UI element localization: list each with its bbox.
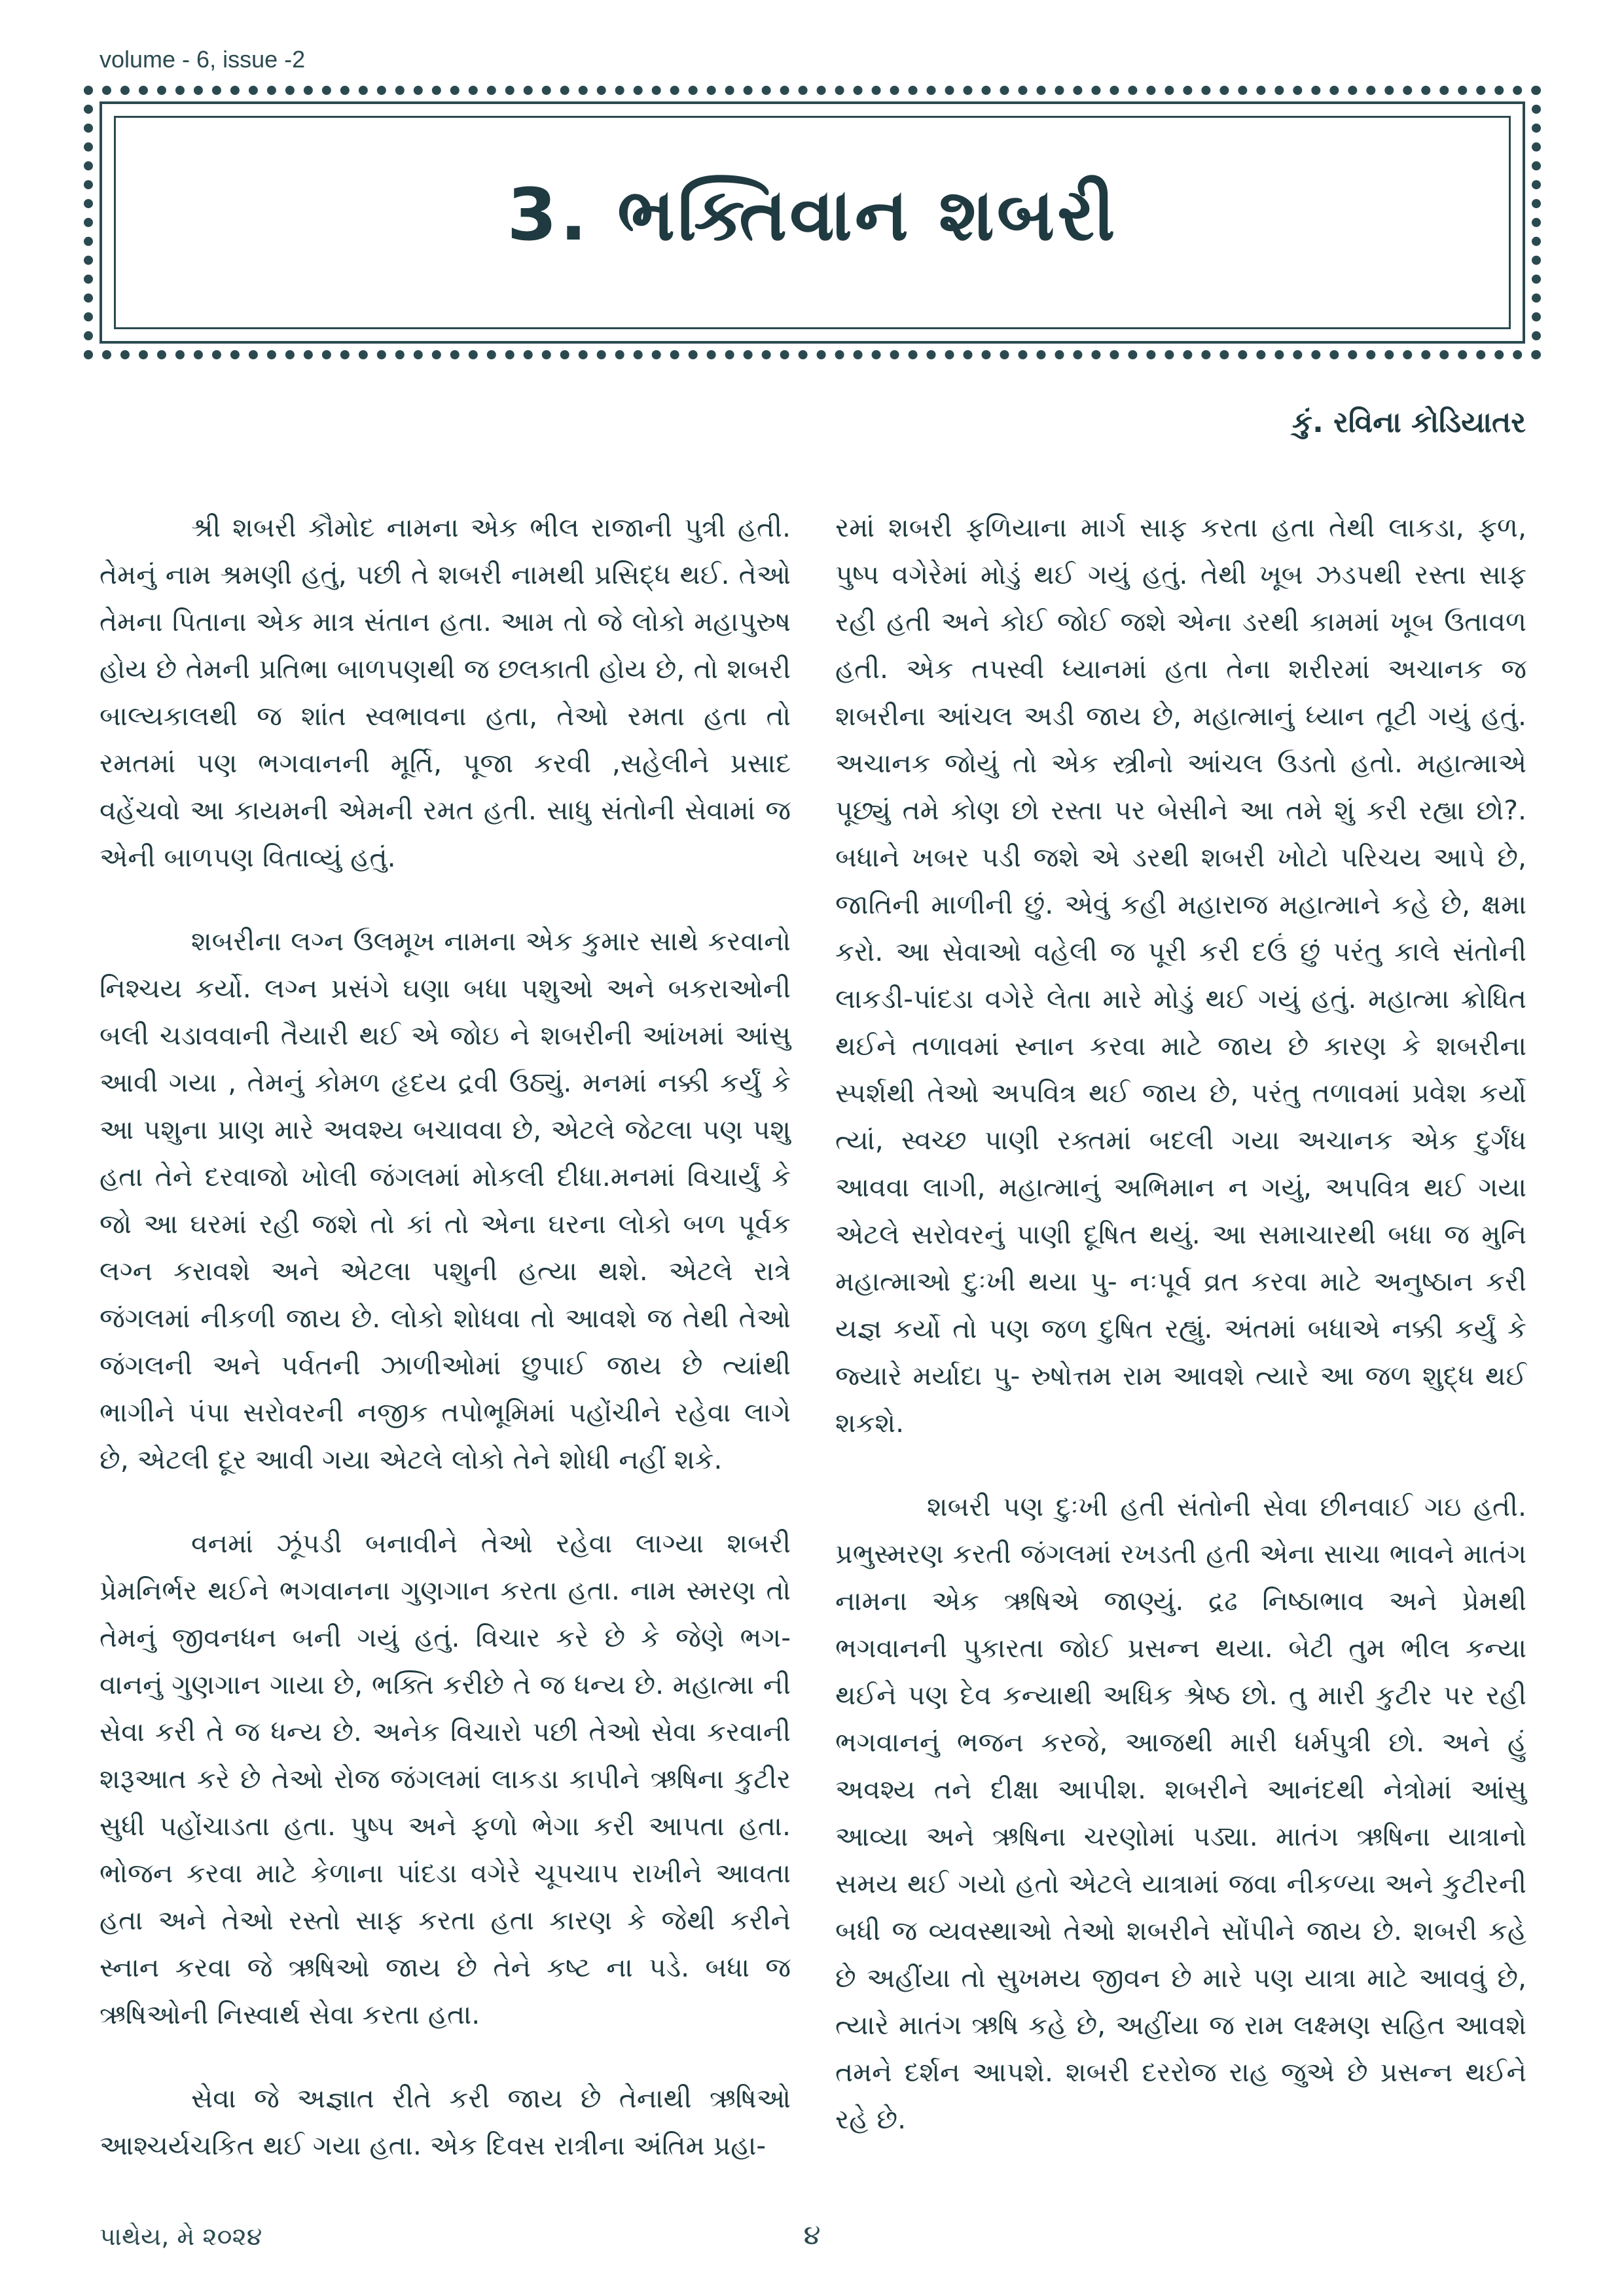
author-name: કું. રવિના કોડિયાતર	[1292, 406, 1526, 439]
article-title: 3. ભક્તિવાન શબરી	[507, 173, 1118, 257]
paragraph: સેવા જે અજ્ઞાત રીતે કરી જાય છે તેનાથી ઋષિઓ આશ્ચર્યચકિત થઈ ગયા હતા. એક દિવસ રાત્રીના અંતિમ પ્રહા-	[99, 2083, 791, 2161]
left-column	[99, 504, 791, 2206]
paragraph: શ્રી શબરી કૌમોદ નામના એક ભીલ રાજાની પુત્રી હતી. તેમનું નામ શ્રમણી હતું, પછી તે શબરી નામથી પ્રસિદ્ધ થઈ. તેઓ તેમના પિતાના એક માત્ર સંતાન હતા. આમ તો જે લોકો મહાપુરુષ હોય છે તેમની પ્રતિભા બાળપણથી જ છલકાતી હોય છે, તો શબરી બાલ્યકાલથી જ શાંત સ્વભાવના હતા, તેઓ રમતા હતા તો રમતમાં પણ ભગવાનની મૂર્તિ, પૂજા કરવી ,સહેલીને પ્રસાદ વહેંચવો આ કાયમની એમની રમત હતી. સાધુ સંતોની સેવામાં જ એની બાળપણ વિતાવ્યું હતું.	[99, 512, 791, 873]
paragraph: શબરી પણ દુઃખી હતી સંતોની સેવા છીનવાઈ ગઇ હતી. પ્રભુસ્મરણ કરતી જંગલમાં રખડતી હતી એના સાચા ભાવને માતંગ નામના એક ઋષિએ જાણ્યું. દ્રઢ નિષ્ઠાભાવ અને પ્રેમથી ભગવાનની પુકારતા જોઈ પ્રસન્ન થયા. બેટી તુમ ભીલ કન્યા થઈને પણ દેવ કન્યાથી અધિક શ્રેષ્ઠ છો. તુ મારી કુટીર પર રહી ભગવાનનું ભજન કરજે, આજથી મારી ધર્મપુત્રી છો. અને હું અવશ્ય તને દીક્ષા આપીશ. શબરીને આનંદથી નેત્રોમાં આંસુ આવ્યા અને ઋષિના ચરણોમાં પડ્યા. માતંગ ઋષિના યાત્રાનો સમય થઈ ગયો હતો એટલે યાત્રામાં જવા નીકળ્યા અને કુટીરની બધી જ વ્યવસ્થાઓ તેઓ શબરીને સોંપીને જાય છે. શબરી કહે છે અહીંયા તો સુખમય જીવન છે મારે પણ યાત્રા માટે આવવું છે, ત્યારે માતંગ ઋષિ કહે છે, અહીંયા જ રામ લક્ષ્મણ સહિત આવશે તમને દર્શન આપશે. શબરી દરરોજ રાહ જુએ છે પ્રસન્ન થઈને રહે છે.	[835, 1491, 1526, 2135]
right-column	[835, 504, 1526, 2179]
page-number: ૪	[803, 2219, 821, 2251]
title-frame	[99, 101, 1525, 344]
issue-label: volume - 6, issue -2	[99, 46, 306, 73]
paragraph: રમાં શબરી ફળિયાના માર્ગ સાફ કરતા હતા તેથી લાકડા, ફળ, પુષ્પ વગેરેમાં મોડું થઈ ગયું હતું. તેથી ખૂબ ઝડપથી રસ્તા સાફ રહી હતી અને કોઈ જોઈ જશે એના ડરથી કામમાં ખૂબ ઉતાવળ હતી. એક તપસ્વી ધ્યાનમાં હતા તેના શરીરમાં અચાનક જ શબરીના આંચલ અડી જાય છે, મહાત્માનું ધ્યાન તૂટી ગયું હતું. અચાનક જોયું તો એક સ્ત્રીનો આંચલ ઉડતો હતો. મહાત્માએ પૂછ્યું તમે કોણ છો રસ્તા પર બેસીને આ તમે શું કરી રહ્યા છો?. બધાને ખબર પડી જશે એ ડરથી શબરી ખોટો પરિચય આપે છે, જાતિની માળીની છું. એવું કહી મહારાજ મહાત્માને કહે છે, ક્ષમા કરો. આ સેવાઓ વહેલી જ પૂરી કરી દઉં છું પરંતુ કાલે સંતોની લાકડી-પાંદડા વગેરે લેતા મારે મોડું થઈ ગયું હતું. મહાત્મા ક્રોધિત થઈને તળાવમાં સ્નાન કરવા માટે જાય છે કારણ કે શબરીના સ્પર્શથી તેઓ અપવિત્ર થઈ જાય છે, પરંતુ તળાવમાં પ્રવેશ કર્યો ત્યાં, સ્વચ્છ પાણી રક્તમાં બદલી ગયા અચાનક એક દુર્ગંધ આવવા લાગી, મહાત્માનું અભિમાન ન ગયું, અપવિત્ર થઈ ગયા એટલે સરોવરનું પાણી દૂષિત થયું. આ સમાચારથી બધા જ મુનિ મહાત્માઓ દુઃખી થયા પુ- નઃપૂર્વ વ્રત કરવા માટે અનુષ્ઠાન કરી યજ્ઞ કર્યો તો પણ જળ દુષિત રહ્યું. અંતમાં બધાએ નક્કી કર્યું કે જ્યારે મર્યાદા પુ- રુષોત્તમ રામ આવશે ત્યારે આ જળ શુદ્ધ થઈ શકશે.	[835, 512, 1526, 1439]
paragraph: શબરીના લગ્ન ઉલમૂખ નામના એક કુમાર સાથે કરવાનો નિશ્ચય કર્યો. લગ્ન પ્રસંગે ઘણા બધા પશુઓ અને બકરાઓની બલી ચડાવવાની તૈયારી થઈ એ જોઇ ને શબરીની આંખમાં આંસુ આવી ગયા , તેમનું કોમળ હૃદય દ્રવી ઉઠ્યું. મનમાં નક્કી કર્યું કે આ પશુના પ્રાણ મારે અવશ્ય બચાવવા છે, એટલે જેટલા પણ પશુ હતા તેને દરવાજો ખોલી જંગલમાં મોકલી દીધા.મનમાં વિચાર્યું કે જો આ ઘરમાં રહી જશે તો કાં તો એના ઘરના લોકો બળ પૂર્વક લગ્ન કરાવશે અને એટલા પશુની હત્યા થશે. એટલે રાત્રે જંગલમાં નીકળી જાય છે. લોકો શોધવા તો આવશે જ તેથી તેઓ જંગલની અને પર્વતની ઝાળીઓમાં છુપાઈ જાય છે ત્યાંથી ભાગીને પંપા સરોવરની નજીક તપોભૂમિમાં પહોંચીને રહેવા લાગે છે, એટલી દૂર આવી ગયા એટલે લોકો તેને શોધી નહીં શકે.	[99, 925, 791, 1475]
paragraph: વનમાં ઝૂંપડી બનાવીને તેઓ રહેવા લાગ્યા શબરી પ્રેમનિર્ભર થઈને ભગવાનના ગુણગાન કરતા હતા. નામ સ્મરણ તો તેમનું જીવનધન બની ગયું હતું. વિચાર કરે છે કે જેણે ભગ- વાનનું ગુણગાન ગાયા છે, ભક્તિ કરીછે તે જ ધન્ય છે. મહાત્મા ની સેવા કરી તે જ ધન્ય છે. અનેક વિચારો પછી તેઓ સેવા કરવાની શરૂઆત કરે છે તેઓ રોજ જંગલમાં લાકડા કાપીને ઋષિના કુટીર સુધી પહોંચાડતા હતા. પુષ્પ અને ફળો ભેગા કરી આપતા હતા. ભોજન કરવા માટે કેળાના પાંદડા વગેરે ચૂપચાપ રાખીને આવતા હતા અને તેઓ રસ્તો સાફ કરતા હતા કારણ કે જેથી કરીને સ્નાન કરવા જે ઋષિઓ જાય છે તેને કષ્ટ ના પડે. બધા જ ઋષિઓની નિસ્વાર્થ સેવા કરતા હતા.	[99, 1528, 791, 2030]
footer-publication: પાથેય, મે ૨૦૨૪	[99, 2222, 262, 2251]
